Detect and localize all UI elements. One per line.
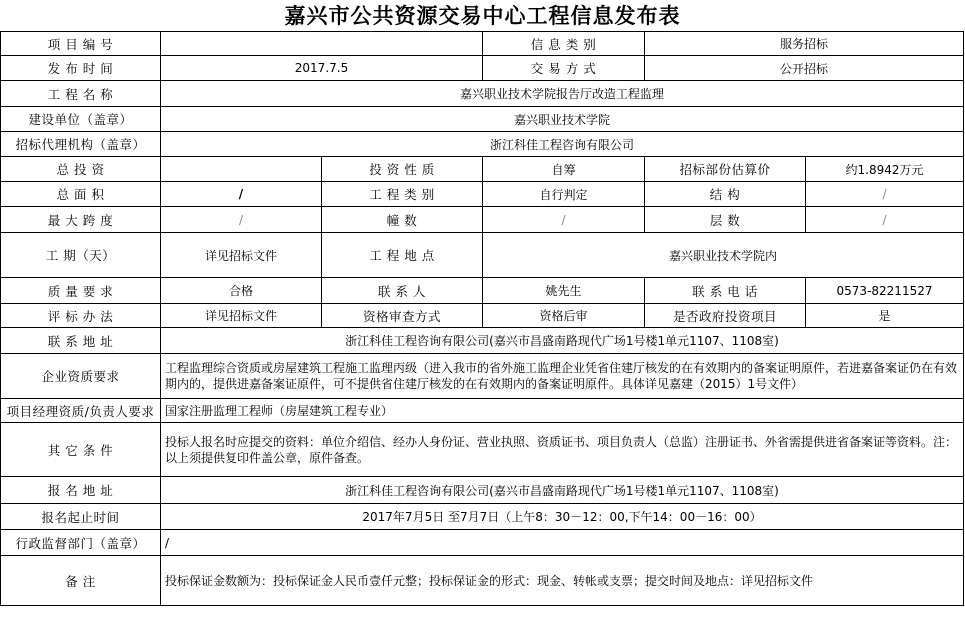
total-area-value: / bbox=[161, 182, 322, 207]
row-builder bbox=[1, 107, 964, 132]
manager-label: 项目经理资质/负责人要求 bbox=[1, 399, 161, 423]
document-title: 嘉兴市公共资源交易中心工程信息发布表 bbox=[284, 3, 681, 28]
eval-value: 详见招标文件 bbox=[161, 304, 322, 328]
contact-label: 联 系 人 bbox=[322, 278, 483, 304]
total-area-label: 总 面 积 bbox=[1, 182, 161, 207]
signup-addr-label: 报 名 地 址 bbox=[1, 477, 161, 504]
other-value: 投标人报名时应提交的资料：单位介绍信、经办人身份证、营业执照、资质证书、项目负责人（总监）注册证书、外省需提供进省备案证等资料。注：以上须提供复印件盖公章，原件备查。 bbox=[161, 423, 964, 477]
structure-value: / bbox=[806, 182, 964, 207]
supervisor-label: 行政监督部门（盖章） bbox=[1, 530, 161, 556]
location-label: 工 程 地 点 bbox=[322, 233, 483, 278]
row-manager bbox=[1, 399, 964, 423]
quality-value: 合格 bbox=[161, 278, 322, 304]
trade-mode-label: 交 易 方 式 bbox=[483, 56, 645, 81]
signup-time-value: 2017年7月5日 至7月7日（上午8：30－12：00,下午14：00－16：00） bbox=[161, 504, 964, 530]
max-span-label: 最 大 跨 度 bbox=[1, 207, 161, 233]
gov-invest-label: 是否政府投资项目 bbox=[645, 304, 806, 328]
period-label: 工 期（天） bbox=[1, 233, 161, 278]
address-value: 浙江科佳工程咨询有限公司(嘉兴市昌盛南路现代广场1号楼1单元1107、1108室) bbox=[161, 328, 964, 354]
publish-time-value: 2017.7.5 bbox=[161, 56, 483, 81]
max-span-value: / bbox=[161, 207, 322, 233]
gov-invest-value: 是 bbox=[806, 304, 964, 328]
row-signup-time bbox=[1, 504, 964, 530]
eval-label: 评 标 办 法 bbox=[1, 304, 161, 328]
other-label: 其 它 条 件 bbox=[1, 423, 161, 477]
project-name-label: 工 程 名 称 bbox=[1, 81, 161, 107]
agent-label: 招标代理机构（盖章） bbox=[1, 132, 161, 157]
total-invest-label: 总 投 资 bbox=[1, 157, 161, 182]
remark-label: 备 注 bbox=[1, 556, 161, 606]
review-label: 资格审查方式 bbox=[322, 304, 483, 328]
row-project-name bbox=[1, 81, 964, 107]
row-qualification bbox=[1, 354, 964, 399]
row-publish-time bbox=[1, 56, 964, 81]
remark-value: 投标保证金数额为：投标保证金人民币壹仟元整；投标保证金的形式：现金、转帐或支票；提交时间及地点：详见招标文件 bbox=[161, 556, 964, 606]
qualification-label: 企业资质要求 bbox=[1, 354, 161, 399]
qualification-value: 工程监理综合资质或房屋建筑工程施工监理丙级（进入我市的省外施工监理企业凭省住建厅核发的在有效期内的备案证明原件，若进嘉备案证仍在有效期内的，提供进嘉备案证原件，可不提供省住建厅核发的在有效期内的备案证明原件。具体详见嘉建（2015）1号文件） bbox=[161, 354, 964, 399]
estimate-value: 约1.8942万元 bbox=[806, 157, 964, 182]
supervisor-value: / bbox=[161, 530, 964, 556]
row-quality bbox=[1, 278, 964, 304]
signup-addr-value: 浙江科佳工程咨询有限公司(嘉兴市昌盛南路现代广场1号楼1单元1107、1108室) bbox=[161, 477, 964, 504]
structure-label: 结 构 bbox=[645, 182, 806, 207]
row-project-no bbox=[1, 32, 964, 56]
period-value: 详见招标文件 bbox=[161, 233, 322, 278]
manager-value: 国家注册监理工程师（房屋建筑工程专业） bbox=[161, 399, 964, 423]
phone-label: 联 系 电 话 bbox=[645, 278, 806, 304]
info-type-label: 信 息 类 别 bbox=[483, 32, 645, 56]
trade-mode-value: 公开招标 bbox=[645, 56, 964, 81]
review-value: 资格后审 bbox=[483, 304, 645, 328]
address-label: 联 系 地 址 bbox=[1, 328, 161, 354]
row-supervisor bbox=[1, 530, 964, 556]
floors-label: 层 数 bbox=[645, 207, 806, 233]
row-span bbox=[1, 207, 964, 233]
buildings-value: / bbox=[483, 207, 645, 233]
row-eval bbox=[1, 304, 964, 328]
quality-label: 质 量 要 求 bbox=[1, 278, 161, 304]
contact-value: 姚先生 bbox=[483, 278, 645, 304]
signup-time-label: 报名起止时间 bbox=[1, 504, 161, 530]
project-name-value: 嘉兴职业技术学院报告厅改造工程监理 bbox=[161, 81, 964, 107]
builder-value: 嘉兴职业技术学院 bbox=[161, 107, 964, 132]
row-remark bbox=[1, 556, 964, 606]
total-invest-value bbox=[161, 157, 322, 182]
project-no-value bbox=[161, 32, 483, 56]
row-address bbox=[1, 328, 964, 354]
project-type-label: 工 程 类 别 bbox=[322, 182, 483, 207]
row-other bbox=[1, 423, 964, 477]
publish-time-label: 发 布 时 间 bbox=[1, 56, 161, 81]
phone-value: 0573-82211527 bbox=[806, 278, 964, 304]
estimate-label: 招标部份估算价 bbox=[645, 157, 806, 182]
project-type-value: 自行判定 bbox=[483, 182, 645, 207]
row-signup-addr bbox=[1, 477, 964, 504]
row-period bbox=[1, 233, 964, 278]
floors-value: / bbox=[806, 207, 964, 233]
project-no-label: 项 目 编 号 bbox=[1, 32, 161, 56]
invest-nature-label: 投 资 性 质 bbox=[322, 157, 483, 182]
buildings-label: 幢 数 bbox=[322, 207, 483, 233]
row-area bbox=[1, 182, 964, 207]
info-table bbox=[0, 31, 964, 606]
row-agent bbox=[1, 132, 964, 157]
builder-label: 建设单位（盖章） bbox=[1, 107, 161, 132]
info-type-value: 服务招标 bbox=[645, 32, 964, 56]
row-invest bbox=[1, 157, 964, 182]
location-value: 嘉兴职业技术学院内 bbox=[483, 233, 964, 278]
invest-nature-value: 自筹 bbox=[483, 157, 645, 182]
agent-value: 浙江科佳工程咨询有限公司 bbox=[161, 132, 964, 157]
